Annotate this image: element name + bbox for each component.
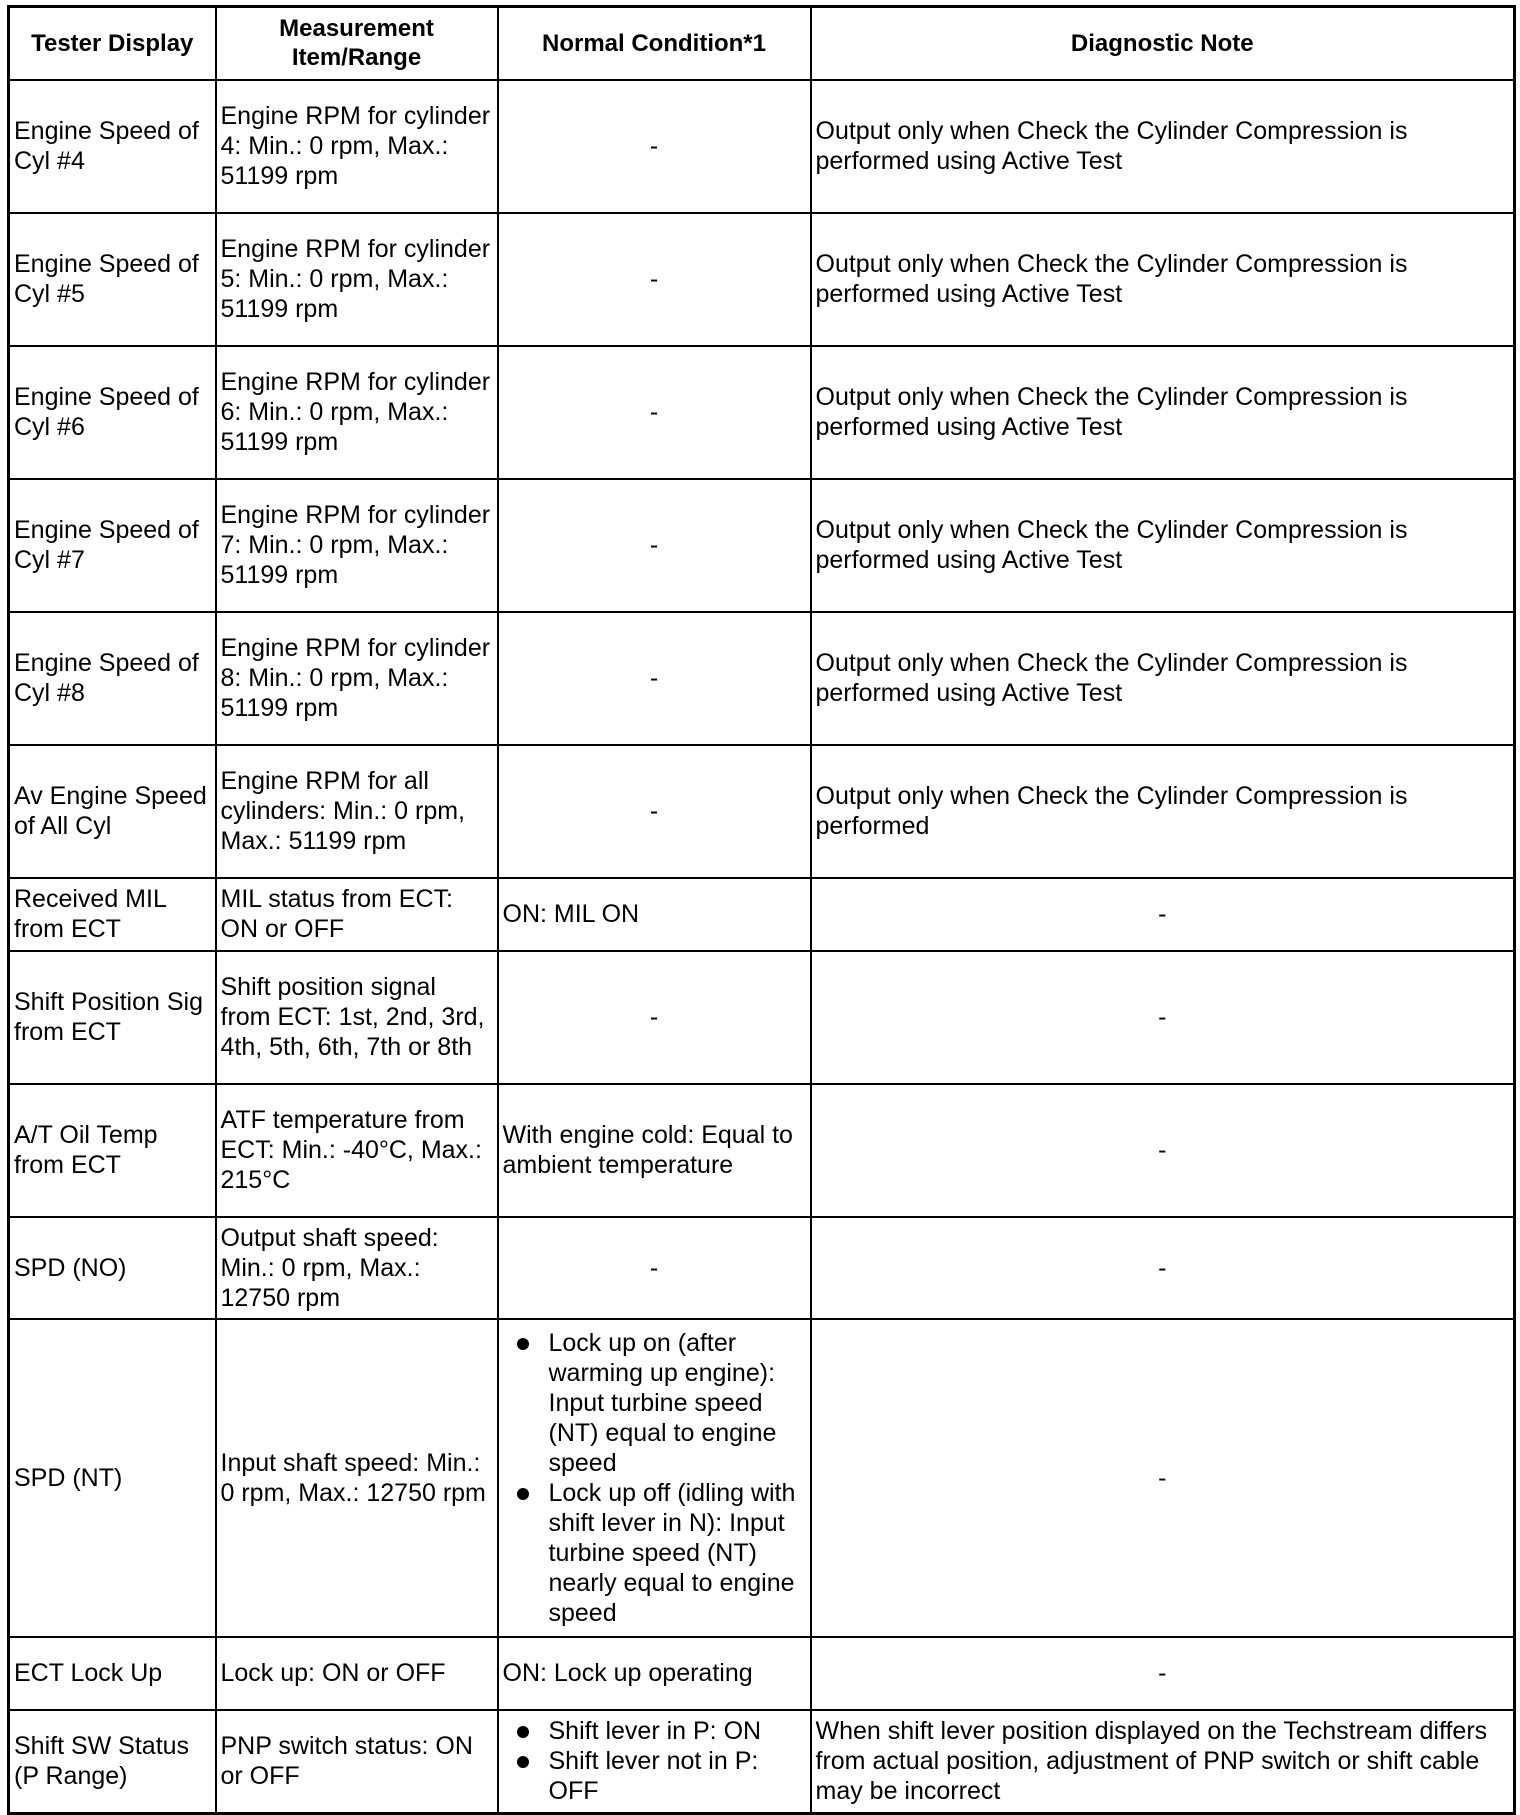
tester-display-cell: A/T Oil Temp from ECT (9, 1084, 216, 1217)
header-normal-condition: Normal Condition*1 (498, 7, 811, 80)
table-row (9, 951, 1515, 1084)
table-row (9, 1084, 1515, 1217)
diagnostic-note-cell: Output only when Check the Cylinder Compression is performed using Active Test (811, 346, 1515, 479)
header-row (9, 7, 1515, 80)
list-item: Lock up on (after warming up engine): Input turbine speed (NT) equal to engine speed (549, 1328, 806, 1478)
normal-condition-cell (498, 1710, 811, 1814)
normal-condition-cell: - (498, 80, 811, 213)
measurement-cell: Engine RPM for cylinder 6: Min.: 0 rpm, Max.: 51199 rpm (216, 346, 498, 479)
measurement-cell: Engine RPM for all cylinders: Min.: 0 rpm, Max.: 51199 rpm (216, 745, 498, 878)
tester-display-cell: Received MIL from ECT (9, 878, 216, 951)
spec-table-container (7, 5, 1516, 1815)
normal-condition-cell: With engine cold: Equal to ambient temperature (498, 1084, 811, 1217)
diagnostic-note-cell: Output only when Check the Cylinder Compression is performed (811, 745, 1515, 878)
tester-display-cell: Av Engine Speed of All Cyl (9, 745, 216, 878)
tester-display-cell: Engine Speed of Cyl #7 (9, 479, 216, 612)
table-row (9, 1637, 1515, 1710)
table-row (9, 479, 1515, 612)
normal-condition-cell: - (498, 1217, 811, 1319)
measurement-cell: Output shaft speed: Min.: 0 rpm, Max.: 12750 rpm (216, 1217, 498, 1319)
header-tester-display: Tester Display (9, 7, 216, 80)
tester-display-cell: ECT Lock Up (9, 1637, 216, 1710)
table-row (9, 1710, 1515, 1814)
normal-condition-cell: - (498, 213, 811, 346)
tester-display-cell: Engine Speed of Cyl #6 (9, 346, 216, 479)
tester-display-cell: Engine Speed of Cyl #4 (9, 80, 216, 213)
measurement-cell: MIL status from ECT: ON or OFF (216, 878, 498, 951)
tester-display-cell: SPD (NO) (9, 1217, 216, 1319)
normal-condition-list (503, 1328, 806, 1628)
diagnostic-note-cell: When shift lever position displayed on the Techstream differs from actual position, adjustment of PNP switch or shift cable may be incorrect (811, 1710, 1515, 1814)
normal-condition-cell: - (498, 951, 811, 1084)
diagnostic-note-cell: - (811, 1084, 1515, 1217)
normal-condition-cell: ON: Lock up operating (498, 1637, 811, 1710)
diagnostic-note-cell: Output only when Check the Cylinder Compression is performed using Active Test (811, 213, 1515, 346)
table-row (9, 213, 1515, 346)
diagnostic-note-cell: - (811, 951, 1515, 1084)
table-row (9, 1217, 1515, 1319)
measurement-cell: Engine RPM for cylinder 7: Min.: 0 rpm, Max.: 51199 rpm (216, 479, 498, 612)
normal-condition-cell: - (498, 346, 811, 479)
header-diagnostic-note: Diagnostic Note (811, 7, 1515, 80)
measurement-cell: Engine RPM for cylinder 8: Min.: 0 rpm, Max.: 51199 rpm (216, 612, 498, 745)
list-item: Lock up off (idling with shift lever in N): Input turbine speed (NT) nearly equal to engine speed (549, 1478, 806, 1628)
normal-condition-cell: - (498, 479, 811, 612)
measurement-cell: PNP switch status: ON or OFF (216, 1710, 498, 1814)
measurement-cell: Shift position signal from ECT: 1st, 2nd, 3rd, 4th, 5th, 6th, 7th or 8th (216, 951, 498, 1084)
diagnostic-note-cell: Output only when Check the Cylinder Compression is performed using Active Test (811, 612, 1515, 745)
diagnostic-note-cell: - (811, 1637, 1515, 1710)
table-row (9, 745, 1515, 878)
measurement-cell: Engine RPM for cylinder 4: Min.: 0 rpm, Max.: 51199 rpm (216, 80, 498, 213)
normal-condition-cell: ON: MIL ON (498, 878, 811, 951)
normal-condition-cell: - (498, 612, 811, 745)
data-list-table (7, 5, 1516, 1815)
normal-condition-list (503, 1716, 806, 1806)
table-row (9, 1319, 1515, 1637)
table-row (9, 80, 1515, 213)
table-row (9, 878, 1515, 951)
measurement-cell: Input shaft speed: Min.: 0 rpm, Max.: 12750 rpm (216, 1319, 498, 1637)
measurement-cell: ATF temperature from ECT: Min.: -40°C, Max.: 215°C (216, 1084, 498, 1217)
table-row (9, 612, 1515, 745)
tester-display-cell: Engine Speed of Cyl #8 (9, 612, 216, 745)
table-row (9, 346, 1515, 479)
diagnostic-note-cell: - (811, 1217, 1515, 1319)
normal-condition-cell (498, 1319, 811, 1637)
diagnostic-note-cell: Output only when Check the Cylinder Compression is performed using Active Test (811, 479, 1515, 612)
diagnostic-note-cell: - (811, 878, 1515, 951)
tester-display-cell: Shift SW Status (P Range) (9, 1710, 216, 1814)
tester-display-cell: Engine Speed of Cyl #5 (9, 213, 216, 346)
normal-condition-cell: - (498, 745, 811, 878)
list-item: Shift lever not in P: OFF (549, 1746, 806, 1806)
diagnostic-note-cell: Output only when Check the Cylinder Compression is performed using Active Test (811, 80, 1515, 213)
diagnostic-note-cell: - (811, 1319, 1515, 1637)
list-item: Shift lever in P: ON (549, 1716, 806, 1746)
tester-display-cell: Shift Position Sig from ECT (9, 951, 216, 1084)
tester-display-cell: SPD (NT) (9, 1319, 216, 1637)
measurement-cell: Engine RPM for cylinder 5: Min.: 0 rpm, Max.: 51199 rpm (216, 213, 498, 346)
measurement-cell: Lock up: ON or OFF (216, 1637, 498, 1710)
header-measurement: Measurement Item/Range (216, 7, 498, 80)
